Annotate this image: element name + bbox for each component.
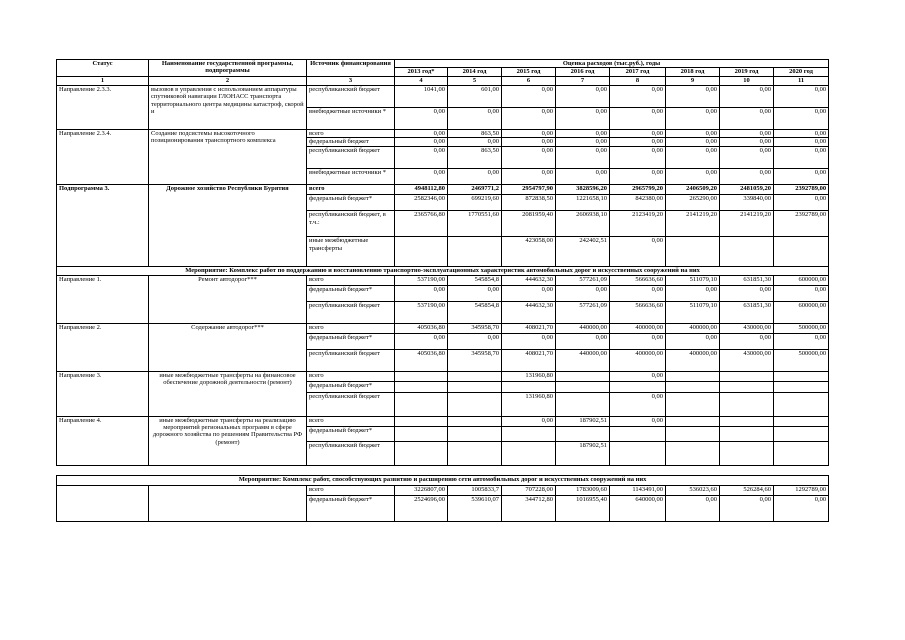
header-year: 2013 год* [395,68,448,77]
amount-cell: 0,00 [720,285,774,301]
amount-cell: 0,00 [448,138,502,147]
amount-cell: 1783009,60 [556,485,610,495]
amount-cell: 4948112,80 [395,185,448,195]
amount-cell: 0,00 [774,169,829,185]
amount-cell: 0,00 [448,107,502,129]
amount-cell: 0,00 [774,129,829,137]
amount-cell: 187902,51 [556,441,610,465]
amount-cell: 0,00 [720,129,774,137]
amount-cell: 0,00 [502,129,556,137]
amount-cell [502,426,556,441]
amount-cell: 0,00 [448,169,502,185]
amount-cell: 699219,60 [448,195,502,211]
amount-cell: 2524696,00 [395,495,448,521]
amount-cell [774,237,829,267]
row-status: Направление 2. [57,323,149,371]
amount-cell [395,426,448,441]
row-program-name [149,485,307,521]
amount-cell: 600000,00 [774,275,829,285]
amount-cell: 0,00 [556,169,610,185]
funding-source: федеральный бюджет* [307,195,395,211]
column-numbers-row [57,77,829,85]
amount-cell: 0,00 [720,169,774,185]
amount-cell [448,392,502,416]
funding-source: иные межбюджетные трансферты [307,237,395,267]
row-status: Направление 3. [57,371,149,416]
amount-cell: 0,00 [610,169,666,185]
amount-cell: 0,00 [395,285,448,301]
header-year: 2015 год [502,68,556,77]
header-program: Наименование государственной программы, подпрограммы [149,60,307,77]
event-row [57,475,829,485]
amount-cell: 0,00 [774,147,829,169]
amount-cell: 242402,51 [556,237,610,267]
amount-cell: 0,00 [448,285,502,301]
spacer-cell [57,465,829,475]
amount-cell: 631851,30 [720,275,774,285]
amount-cell: 0,00 [502,147,556,169]
amount-cell: 3828596,20 [556,185,610,195]
funding-source: федеральный бюджет* [307,285,395,301]
column-number: 8 [610,77,666,85]
amount-cell: 2606938,10 [556,211,610,237]
amount-cell [720,371,774,381]
amount-cell: 400000,00 [666,349,720,371]
header-estimate: Оценка расходов (тыс.руб.), годы [395,60,829,68]
amount-cell: 344712,80 [502,495,556,521]
header-year: 2020 год [774,68,829,77]
amount-cell: 1292789,00 [774,485,829,495]
header-year: 2016 год [556,68,610,77]
amount-cell: 0,00 [502,85,556,107]
amount-cell: 0,00 [395,333,448,349]
expense-table [56,59,829,522]
funding-source: всего [307,323,395,333]
column-number: 1 [57,77,149,85]
amount-cell [720,426,774,441]
amount-cell: 1005833,7 [448,485,502,495]
amount-cell: 0,00 [502,285,556,301]
amount-cell: 0,00 [720,107,774,129]
header-source: Источник финансирования [307,60,395,77]
amount-cell: 537190,00 [395,301,448,323]
amount-cell [502,441,556,465]
row-status: Подпрограмма 3. [57,185,149,267]
amount-cell: 0,00 [610,285,666,301]
amount-cell: 2965799,20 [610,185,666,195]
amount-cell [448,371,502,381]
amount-cell: 0,00 [395,138,448,147]
amount-cell [395,381,448,392]
amount-cell [774,381,829,392]
amount-cell: 0,00 [774,495,829,521]
amount-cell: 0,00 [720,85,774,107]
amount-cell: 0,00 [720,333,774,349]
event-row [57,267,829,275]
amount-cell: 545854,8 [448,301,502,323]
amount-cell: 577261,09 [556,275,610,285]
amount-cell: 511079,10 [666,275,720,285]
amount-cell [666,237,720,267]
amount-cell: 2582346,00 [395,195,448,211]
funding-source: республиканский бюджет, в т.ч.: [307,211,395,237]
header-year: 2018 год [666,68,720,77]
amount-cell: 0,00 [610,147,666,169]
amount-cell: 3226807,00 [395,485,448,495]
amount-cell [666,392,720,416]
amount-cell: 0,00 [502,333,556,349]
amount-cell [556,381,610,392]
amount-cell [556,426,610,441]
amount-cell: 0,00 [556,285,610,301]
row-status: Направление 4. [57,416,149,465]
amount-cell: 631851,30 [720,301,774,323]
amount-cell [395,416,448,426]
amount-cell: 2392789,00 [774,185,829,195]
amount-cell: 0,00 [395,147,448,169]
amount-cell: 0,00 [720,147,774,169]
amount-cell [666,371,720,381]
amount-cell: 0,00 [774,195,829,211]
amount-cell: 2392789,00 [774,211,829,237]
funding-source: всего [307,371,395,381]
funding-source: республиканский бюджет [307,349,395,371]
amount-cell: 423058,00 [502,237,556,267]
funding-source: республиканский бюджет [307,441,395,465]
table-row [57,275,829,285]
amount-cell: 566636,60 [610,301,666,323]
amount-cell: 0,00 [666,495,720,521]
funding-source: республиканский бюджет [307,392,395,416]
amount-cell: 2141219,20 [720,211,774,237]
amount-cell: 2481059,20 [720,185,774,195]
funding-source: федеральный бюджет* [307,333,395,349]
amount-cell: 500000,00 [774,349,829,371]
amount-cell: 0,00 [610,129,666,137]
row-program-name: вызовов в управления с использованием аппаратуры спутниковой навигации ГЛОНАСС транспорта территориального центра медицины катастроф, скорой и [149,85,307,129]
amount-cell: 405036,80 [395,349,448,371]
amount-cell: 545854,8 [448,275,502,285]
column-number: 4 [395,77,448,85]
amount-cell [666,416,720,426]
table-row [57,85,829,107]
funding-source: внебюджетные источники * [307,107,395,129]
amount-cell: 2954797,90 [502,185,556,195]
expense-table-page [56,59,829,522]
amount-cell: 400000,00 [610,323,666,333]
amount-cell [774,441,829,465]
amount-cell: 265290,00 [666,195,720,211]
column-number: 5 [448,77,502,85]
amount-cell [556,371,610,381]
amount-cell [448,381,502,392]
amount-cell: 0,00 [774,107,829,129]
row-status: Направление 2.3.3. [57,85,149,129]
amount-cell: 0,00 [610,237,666,267]
amount-cell: 0,00 [448,333,502,349]
funding-source: республиканский бюджет [307,301,395,323]
funding-source: внебюджетные источники * [307,169,395,185]
amount-cell: 577261,09 [556,301,610,323]
amount-cell: 1016955,40 [556,495,610,521]
amount-cell [666,441,720,465]
funding-source: всего [307,275,395,285]
amount-cell [448,441,502,465]
amount-cell: 400000,00 [610,349,666,371]
amount-cell [395,392,448,416]
amount-cell: 500000,00 [774,323,829,333]
amount-cell: 405036,80 [395,323,448,333]
amount-cell: 0,00 [720,495,774,521]
amount-cell: 2123419,20 [610,211,666,237]
amount-cell: 2141219,20 [666,211,720,237]
column-number: 3 [307,77,395,85]
amount-cell: 0,00 [395,107,448,129]
amount-cell: 0,00 [666,107,720,129]
amount-cell [774,426,829,441]
funding-source: республиканский бюджет [307,85,395,107]
amount-cell [395,371,448,381]
funding-source: всего [307,185,395,195]
table-row [57,485,829,495]
amount-cell: 526284,60 [720,485,774,495]
amount-cell: 539610,07 [448,495,502,521]
amount-cell: 0,00 [720,138,774,147]
amount-cell: 1143491,00 [610,485,666,495]
amount-cell: 1221658,10 [556,195,610,211]
amount-cell: 400000,00 [666,323,720,333]
amount-cell: 0,00 [502,138,556,147]
header-year: 2014 год [448,68,502,77]
amount-cell [720,416,774,426]
amount-cell: 187902,51 [556,416,610,426]
row-program-name: Создание подсистемы высокоточного позиционирования транспортного комплекса [149,129,307,184]
amount-cell: 131960,80 [502,371,556,381]
amount-cell: 440000,00 [556,323,610,333]
amount-cell: 0,00 [774,333,829,349]
amount-cell: 0,00 [666,138,720,147]
amount-cell [774,416,829,426]
row-program-name: Дорожное хозяйство Республики Бурятия [149,185,307,267]
event-title: Мероприятие: Комплекс работ по поддержанию и восстановлению транспортно-эксплуатационных характеристик автомобильных дорог и искусственных сооружений на них [57,267,829,275]
amount-cell: 0,00 [556,107,610,129]
header-status: Статус [57,60,149,77]
header-year: 2017 год [610,68,666,77]
amount-cell: 440000,00 [556,349,610,371]
amount-cell: 408021,70 [502,349,556,371]
amount-cell: 0,00 [556,138,610,147]
amount-cell [720,237,774,267]
amount-cell: 0,00 [395,129,448,137]
amount-cell: 600000,00 [774,301,829,323]
amount-cell: 863,50 [448,147,502,169]
column-number: 9 [666,77,720,85]
amount-cell: 131960,80 [502,392,556,416]
amount-cell: 0,00 [666,147,720,169]
row-status [57,485,149,521]
column-number: 11 [774,77,829,85]
amount-cell [666,426,720,441]
amount-cell [610,381,666,392]
amount-cell [720,392,774,416]
amount-cell: 408021,70 [502,323,556,333]
amount-cell [666,381,720,392]
amount-cell: 345958,70 [448,323,502,333]
funding-source: всего [307,485,395,495]
amount-cell [502,381,556,392]
amount-cell [720,381,774,392]
column-number: 10 [720,77,774,85]
amount-cell: 0,00 [502,107,556,129]
amount-cell: 707228,00 [502,485,556,495]
amount-cell [610,441,666,465]
header-year: 2019 год [720,68,774,77]
table-row [57,129,829,137]
amount-cell: 444632,30 [502,275,556,285]
amount-cell: 0,00 [556,85,610,107]
amount-cell: 1041,00 [395,85,448,107]
amount-cell [395,441,448,465]
amount-cell: 0,00 [774,85,829,107]
amount-cell: 444632,30 [502,301,556,323]
amount-cell: 511079,10 [666,301,720,323]
row-program-name: иные межбюджетные трансферты на финансовое обеспечение дорожной деятельности (ремонт) [149,371,307,416]
amount-cell [720,441,774,465]
amount-cell: 430000,00 [720,349,774,371]
amount-cell: 601,00 [448,85,502,107]
amount-cell: 0,00 [610,392,666,416]
row-status: Направление 1. [57,275,149,323]
row-program-name: Ремонт автодорог*** [149,275,307,323]
column-number: 7 [556,77,610,85]
amount-cell: 0,00 [556,147,610,169]
amount-cell: 537190,00 [395,275,448,285]
amount-cell: 0,00 [610,333,666,349]
amount-cell: 566636,60 [610,275,666,285]
amount-cell: 2469771,2 [448,185,502,195]
amount-cell: 0,00 [774,138,829,147]
amount-cell: 0,00 [610,107,666,129]
amount-cell: 345958,70 [448,349,502,371]
amount-cell: 842380,00 [610,195,666,211]
amount-cell: 0,00 [666,85,720,107]
amount-cell [774,392,829,416]
spacer-row [57,465,829,475]
amount-cell: 0,00 [556,129,610,137]
amount-cell: 0,00 [556,333,610,349]
funding-source: федеральный бюджет* [307,495,395,521]
amount-cell: 0,00 [502,169,556,185]
amount-cell: 2365766,80 [395,211,448,237]
amount-cell [556,392,610,416]
amount-cell: 0,00 [395,169,448,185]
amount-cell: 0,00 [666,129,720,137]
funding-source: республиканский бюджет [307,147,395,169]
amount-cell: 0,00 [666,333,720,349]
amount-cell: 872838,50 [502,195,556,211]
amount-cell [395,237,448,267]
amount-cell: 1770551,60 [448,211,502,237]
amount-cell: 0,00 [610,416,666,426]
column-number: 6 [502,77,556,85]
amount-cell: 339840,00 [720,195,774,211]
amount-cell: 2406509,20 [666,185,720,195]
table-row [57,371,829,381]
funding-source: федеральный бюджет* [307,426,395,441]
amount-cell: 0,00 [610,371,666,381]
amount-cell [448,416,502,426]
amount-cell: 536023,60 [666,485,720,495]
amount-cell: 0,00 [774,285,829,301]
funding-source: всего [307,129,395,137]
amount-cell: 640000,00 [610,495,666,521]
amount-cell: 863,50 [448,129,502,137]
amount-cell: 2081959,40 [502,211,556,237]
funding-source: федеральный бюджет* [307,381,395,392]
row-program-name: Содержание автодорог*** [149,323,307,371]
table-row [57,185,829,195]
table-row [57,416,829,426]
funding-source: всего [307,416,395,426]
amount-cell [448,237,502,267]
amount-cell: 430000,00 [720,323,774,333]
amount-cell [774,371,829,381]
amount-cell: 0,00 [666,285,720,301]
amount-cell: 0,00 [610,85,666,107]
row-status: Направление 2.3.4. [57,129,149,184]
amount-cell: 0,00 [666,169,720,185]
row-program-name: иные межбюджетные трансферты на реализацию мероприятий региональных программ в сфере дорожного хозяйства по решениям Правительства РФ (ремонт) [149,416,307,465]
amount-cell: 0,00 [610,138,666,147]
amount-cell [610,426,666,441]
column-number: 2 [149,77,307,85]
funding-source: федеральный бюджет [307,138,395,147]
amount-cell [448,426,502,441]
table-row [57,323,829,333]
amount-cell: 0,00 [502,416,556,426]
event-title: Мероприятие: Комплекс работ, способствующих развитию и расширению сети автомобильных дорог и искусственных сооружений на них [57,475,829,485]
